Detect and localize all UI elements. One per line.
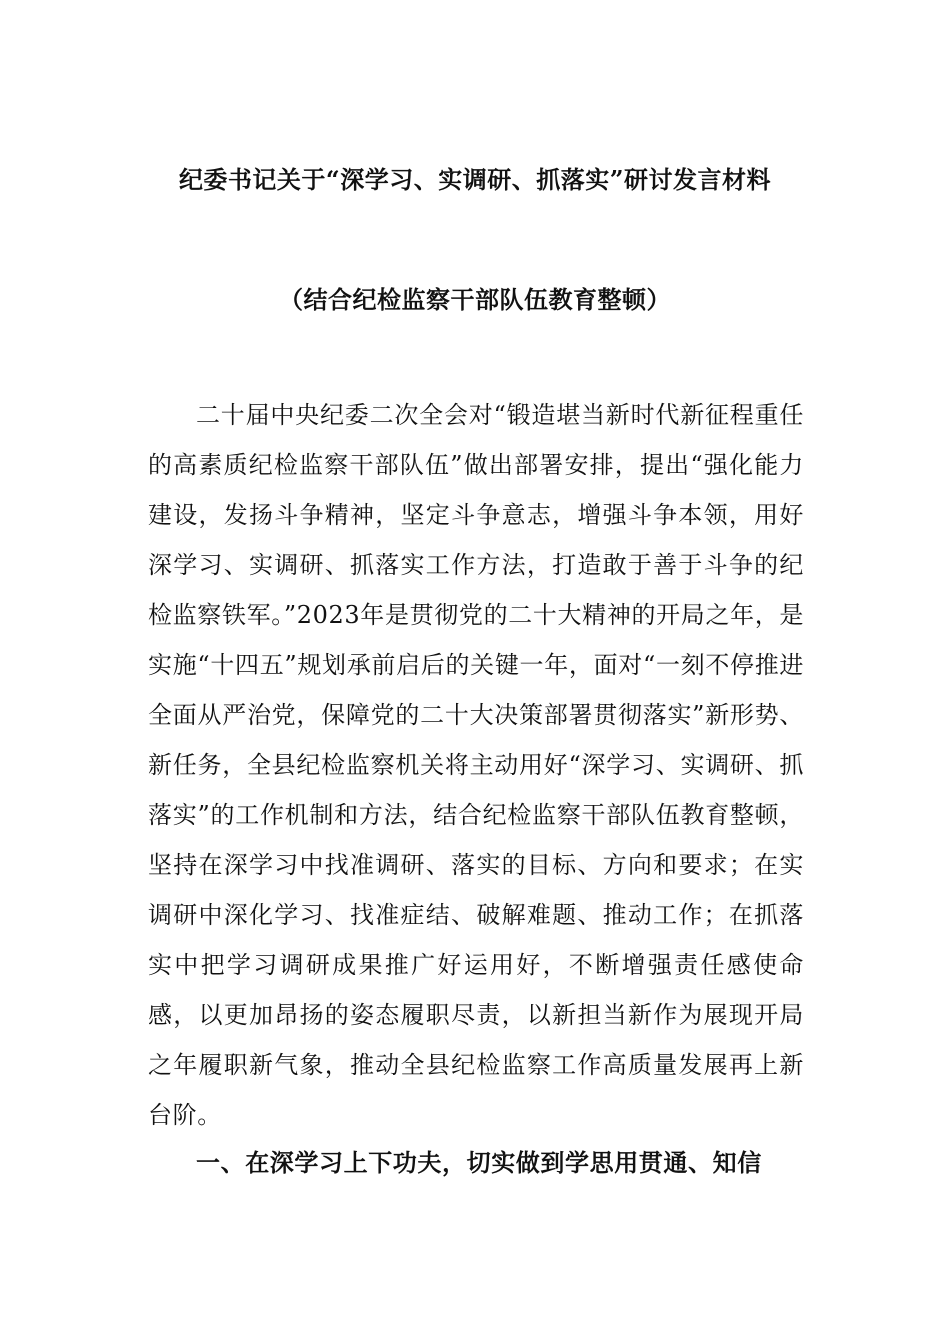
body-paragraph: 二十届中央纪委二次全会对“锻造堪当新时代新征程重任的高素质纪检监察干部队伍”做出部署安排，提出“强化能力建设，发扬斗争精神，坚定斗争意志，增强斗争本领，用好深学习、实调研、抓落实工作方法，打造敢于善于斗争的纪检监察铁军。”2023年是贯彻党的二十大精神的开局之年，是实施“十四五”规划承前启后的关键一年，面对“一刻不停推进全面从严治党，保障党的二十大决策部署贯彻落实”新形势、新任务，全县纪检监察机关将主动用好“深学习、实调研、抓落实”的工作机制和方法，结合纪检监察干部队伍教育整顿，坚持在深学习中找准调研、落实的目标、方向和要求；在实调研中深化学习、找准症结、破解难题、推动工作；在抓落实中把学习调研成果推广好运用好，不断增强责任感使命感，以更加昂扬的姿态履职尽责，以新担当新作为展现开局之年履职新气象，推动全县纪检监察工作高质量发展再上新台阶。 (148, 401, 804, 1129)
document-title: 纪委书记关于“深学习、实调研、抓落实”研讨发言材料 (178, 165, 772, 194)
document-subtitle: （结合纪检监察干部队伍教育整顿） (279, 285, 671, 314)
section-heading: 一、在深学习上下功夫，切实做到学思用贯通、知信 (196, 1148, 762, 1177)
